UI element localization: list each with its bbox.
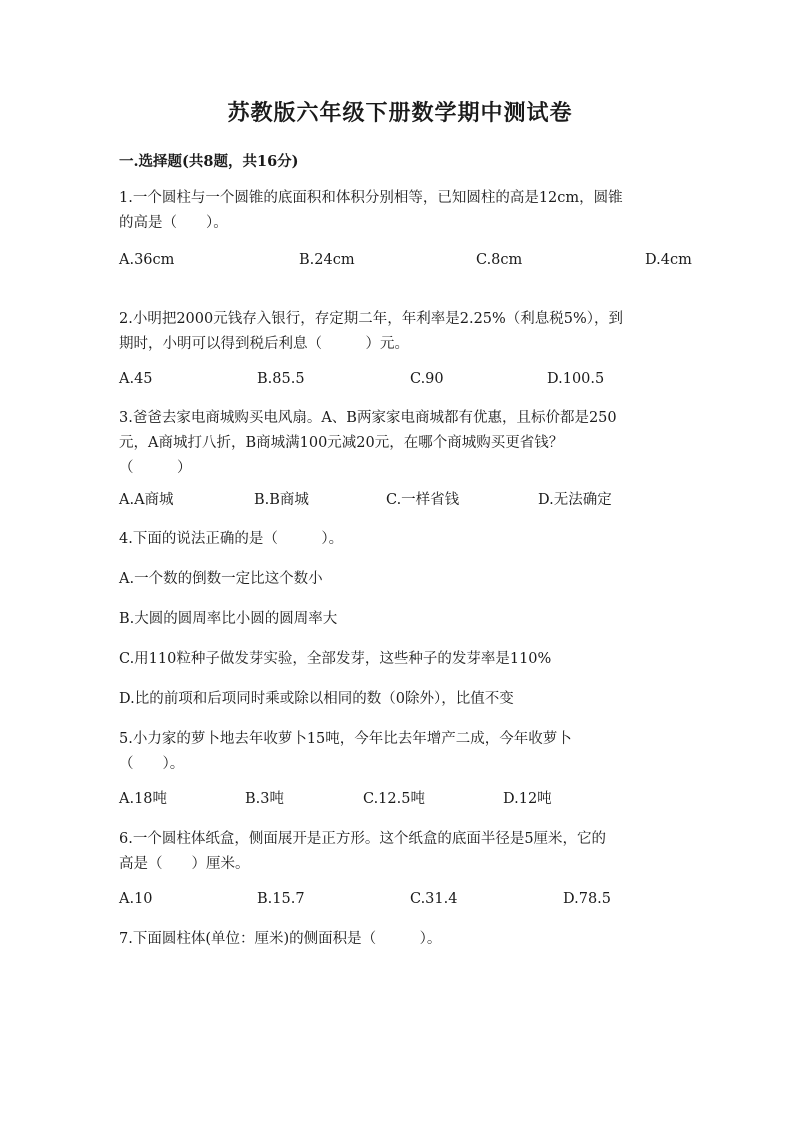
question-4-option-a[interactable]: A.一个数的倒数一定比这个数小 (119, 571, 323, 587)
question-2 (119, 307, 681, 357)
option-d[interactable]: D.12吨 (503, 791, 552, 807)
option-a[interactable]: A.10 (119, 891, 153, 907)
option-a[interactable]: A.18吨 (119, 791, 168, 807)
question-2-options (119, 367, 681, 392)
question-2-stem-line1: 2.小明把2000元钱存入银行，存定期二年，年利率是2.25%（利息税5%），到 (119, 311, 624, 327)
option-b[interactable]: B.B商城 (254, 492, 309, 508)
option-c[interactable]: C.一样省钱 (386, 492, 460, 508)
question-5-stem-line2: （ ）。 (119, 756, 185, 772)
option-c[interactable]: C.12.5吨 (363, 791, 425, 807)
question-2-stem-line2: 期时，小明可以得到税后利息（ ）元。 (119, 336, 409, 352)
option-c[interactable]: C.8cm (476, 252, 523, 268)
section-title: 一.选择题(共8题，共16分) (119, 153, 299, 170)
question-3-stem-line3: （ ） (119, 460, 192, 476)
option-a[interactable]: A.A商城 (119, 492, 174, 508)
question-3-stem-line2: 元，A商城打八折，B商城满100元减20元，在哪个商城购买更省钱？ (119, 435, 564, 451)
question-4-option-c[interactable]: C.用110粒种子做发芽实验，全部发芽，这些种子的发芽率是110% (119, 651, 552, 667)
option-a[interactable]: A.45 (119, 371, 153, 387)
question-6 (119, 827, 681, 877)
question-6-options (119, 887, 681, 912)
question-4-option-d[interactable]: D.比的前项和后项同时乘或除以相同的数（0除外），比值不变 (119, 691, 514, 707)
option-d[interactable]: D.100.5 (547, 371, 605, 387)
question-4-option-b[interactable]: B.大圆的圆周率比小圆的圆周率大 (119, 611, 338, 627)
question-3 (119, 406, 681, 481)
question-5-options (119, 787, 681, 812)
question-1 (119, 186, 681, 236)
question-5 (119, 727, 681, 777)
option-b[interactable]: B.3吨 (245, 791, 284, 807)
option-d[interactable]: D.78.5 (563, 891, 612, 907)
option-d[interactable]: D.4cm (645, 252, 692, 268)
question-1-stem-line1: 1.一个圆柱与一个圆锥的底面积和体积分别相等，已知圆柱的高是12cm，圆锥 (119, 190, 623, 206)
question-1-options (119, 248, 692, 273)
question-7-stem: 7.下面圆柱体(单位：厘米)的侧面积是（ ）。 (119, 931, 442, 947)
page-title: 苏教版六年级下册数学期中测试卷 (227, 100, 573, 126)
option-c[interactable]: C.31.4 (410, 891, 458, 907)
question-6-stem-line2: 高是（ ）厘米。 (119, 856, 250, 872)
question-5-stem-line1: 5.小力家的萝卜地去年收萝卜15吨，今年比去年增产二成，今年收萝卜 (119, 731, 572, 747)
question-4-stem: 4.下面的说法正确的是（ ）。 (119, 531, 344, 547)
option-c[interactable]: C.90 (410, 371, 444, 387)
option-d[interactable]: D.无法确定 (538, 492, 612, 508)
question-1-stem-line2: 的高是（ ）。 (119, 215, 228, 231)
question-6-stem-line1: 6.一个圆柱体纸盒，侧面展开是正方形。这个纸盒的底面半径是5厘米，它的 (119, 831, 607, 847)
option-b[interactable]: B.15.7 (257, 891, 305, 907)
option-a[interactable]: A.36cm (119, 252, 175, 268)
question-3-options (119, 488, 681, 513)
option-b[interactable]: B.85.5 (257, 371, 305, 387)
question-3-stem-line1: 3.爸爸去家电商城购买电风扇。A、B两家家电商城都有优惠，且标价都是250 (119, 410, 617, 426)
option-b[interactable]: B.24cm (299, 252, 355, 268)
